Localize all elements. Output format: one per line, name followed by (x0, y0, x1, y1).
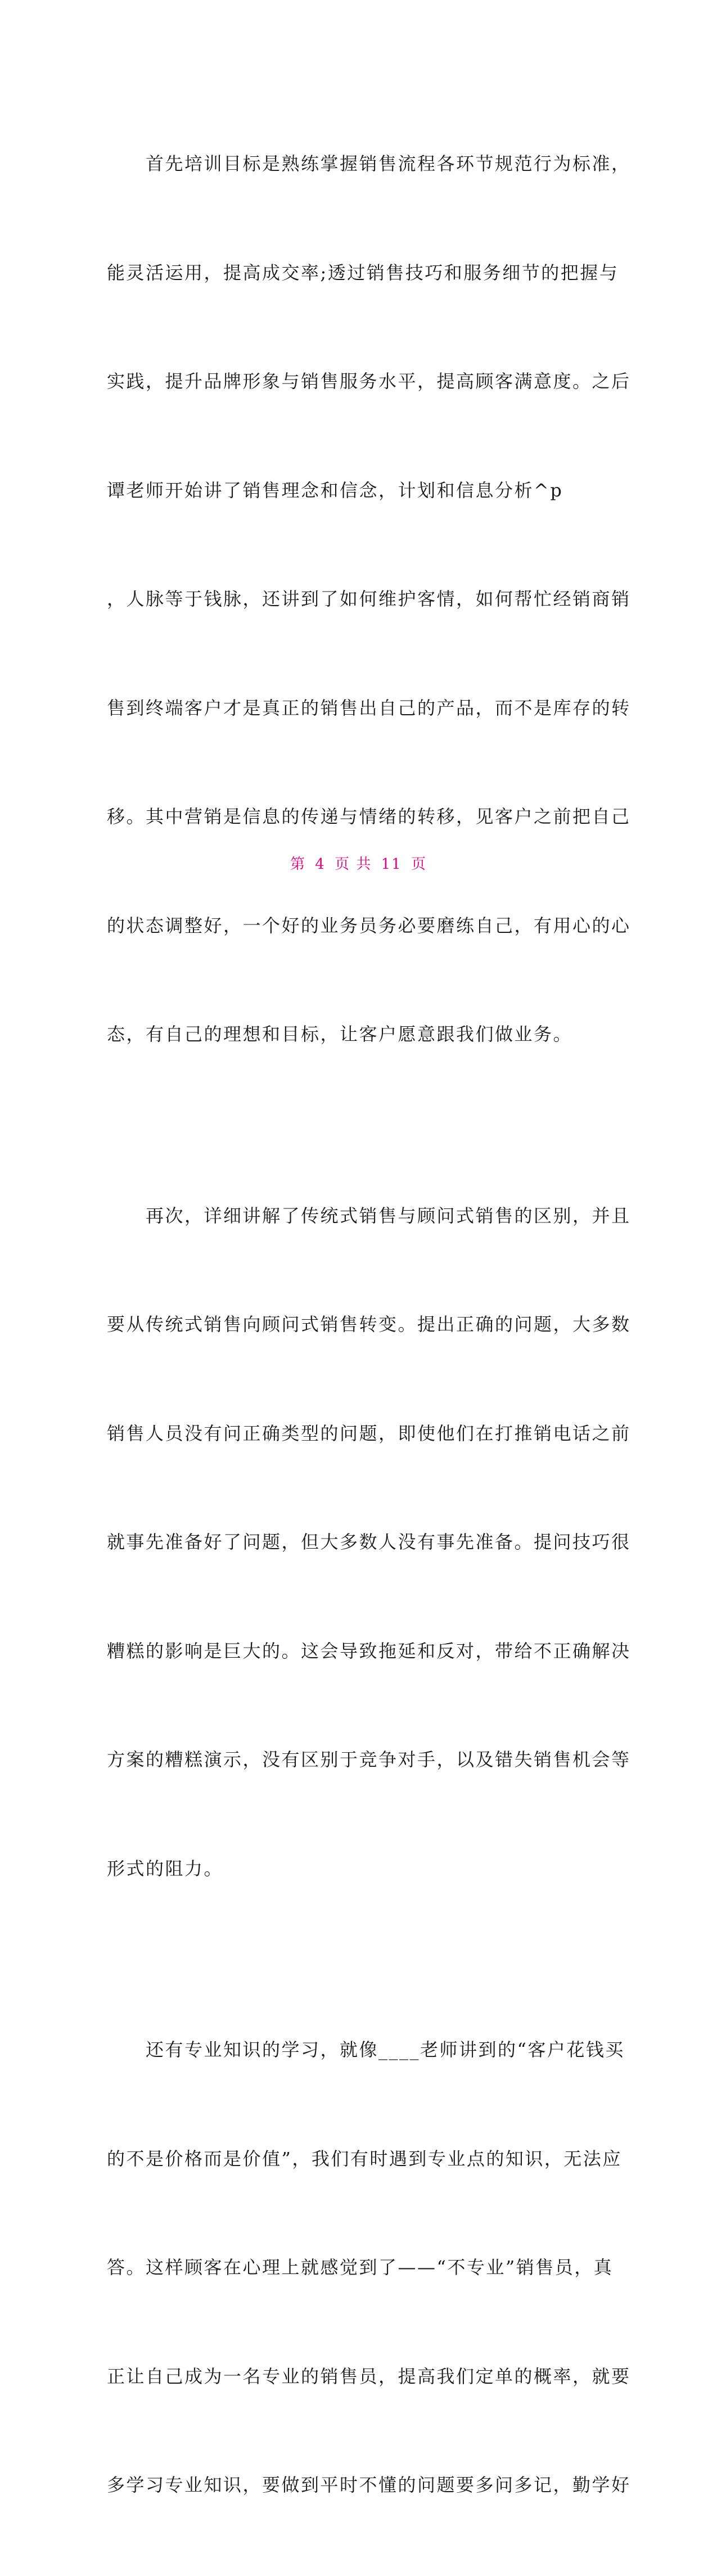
paragraph-line: 糟糕的影响是巨大的。这会导致拖延和反对，带给不正确解决 (107, 1640, 631, 1662)
paragraph-line: 移。其中营销是信息的传递与情绪的转移，见客户之前把自己 (107, 806, 631, 827)
paragraph-line: 能灵活运用，提高成交率;透过销售技巧和服务细节的把握与 (107, 261, 619, 283)
total-pages-number: 11 (381, 856, 402, 873)
paragraph-line: 还有专业知识的学习，就像____老师讲到的“客户花钱买 (107, 2039, 625, 2060)
paragraph-line: 方案的糟糕演示，没有区别于竞争对手，以及错失销售机会等 (107, 1749, 631, 1770)
paragraph-line: 态，有自己的理想和目标，让客户愿意跟我们做业务。 (107, 1023, 573, 1045)
paragraph-line: 首先培训目标是熟练掌握销售流程各环节规范行为标准， (107, 153, 631, 174)
paragraph-line: 销售人员没有问正确类型的问题，即使他们在打推销电话之前 (107, 1422, 631, 1444)
page-footer (0, 852, 717, 873)
paragraph-line: 的状态调整好，一个好的业务员务必要磨练自己，有用心的心 (107, 914, 631, 936)
footer-prefix: 第 (290, 856, 306, 873)
paragraph-line: 售到终端客户才是真正的销售出自己的产品，而不是库存的转 (107, 697, 631, 719)
paragraph-line: 要从传统式销售向顾问式销售转变。提出正确的问题，大多数 (107, 1314, 631, 1335)
paragraph-1 (107, 73, 631, 1125)
paragraph-line: 形式的阻力。 (107, 1857, 224, 1879)
paragraph-line: 多学习专业知识，要做到平时不懂的问题要多问多记，勤学好 (107, 2474, 631, 2496)
paragraph-line: 就事先准备好了问题，但大多数人没有事先准备。提问技巧很 (107, 1531, 631, 1553)
footer-middle: 页 共 (335, 856, 372, 873)
paragraph-line: 谭老师开始讲了销售理念和信念，计划和信息分析^p (107, 479, 563, 501)
paragraph-line: ，人脉等于钱脉，还讲到了如何维护客情，如何帮忙经销商销 (107, 588, 631, 610)
paragraph-line: 再次，详细讲解了传统式销售与顾问式销售的区别，并且 (107, 1204, 631, 1226)
current-page-number: 4 (315, 856, 326, 873)
document-body (107, 73, 631, 2576)
paragraph-3 (107, 1959, 631, 2576)
paragraph-line: 答。这样顾客在心理上就感觉到了——“不专业”销售员，真 (107, 2257, 614, 2278)
paragraph-line: 实践，提升品牌形象与销售服务水平，提高顾客满意度。之后 (107, 371, 631, 392)
paragraph-line: 正让自己成为一名专业的销售员，提高我们定单的概率，就要 (107, 2365, 631, 2387)
paragraph-line: 的不是价格而是价值”，我们有时遇到专业点的知识，无法应 (107, 2148, 622, 2169)
paragraph-2 (107, 1125, 631, 1960)
footer-suffix: 页 (411, 856, 427, 873)
